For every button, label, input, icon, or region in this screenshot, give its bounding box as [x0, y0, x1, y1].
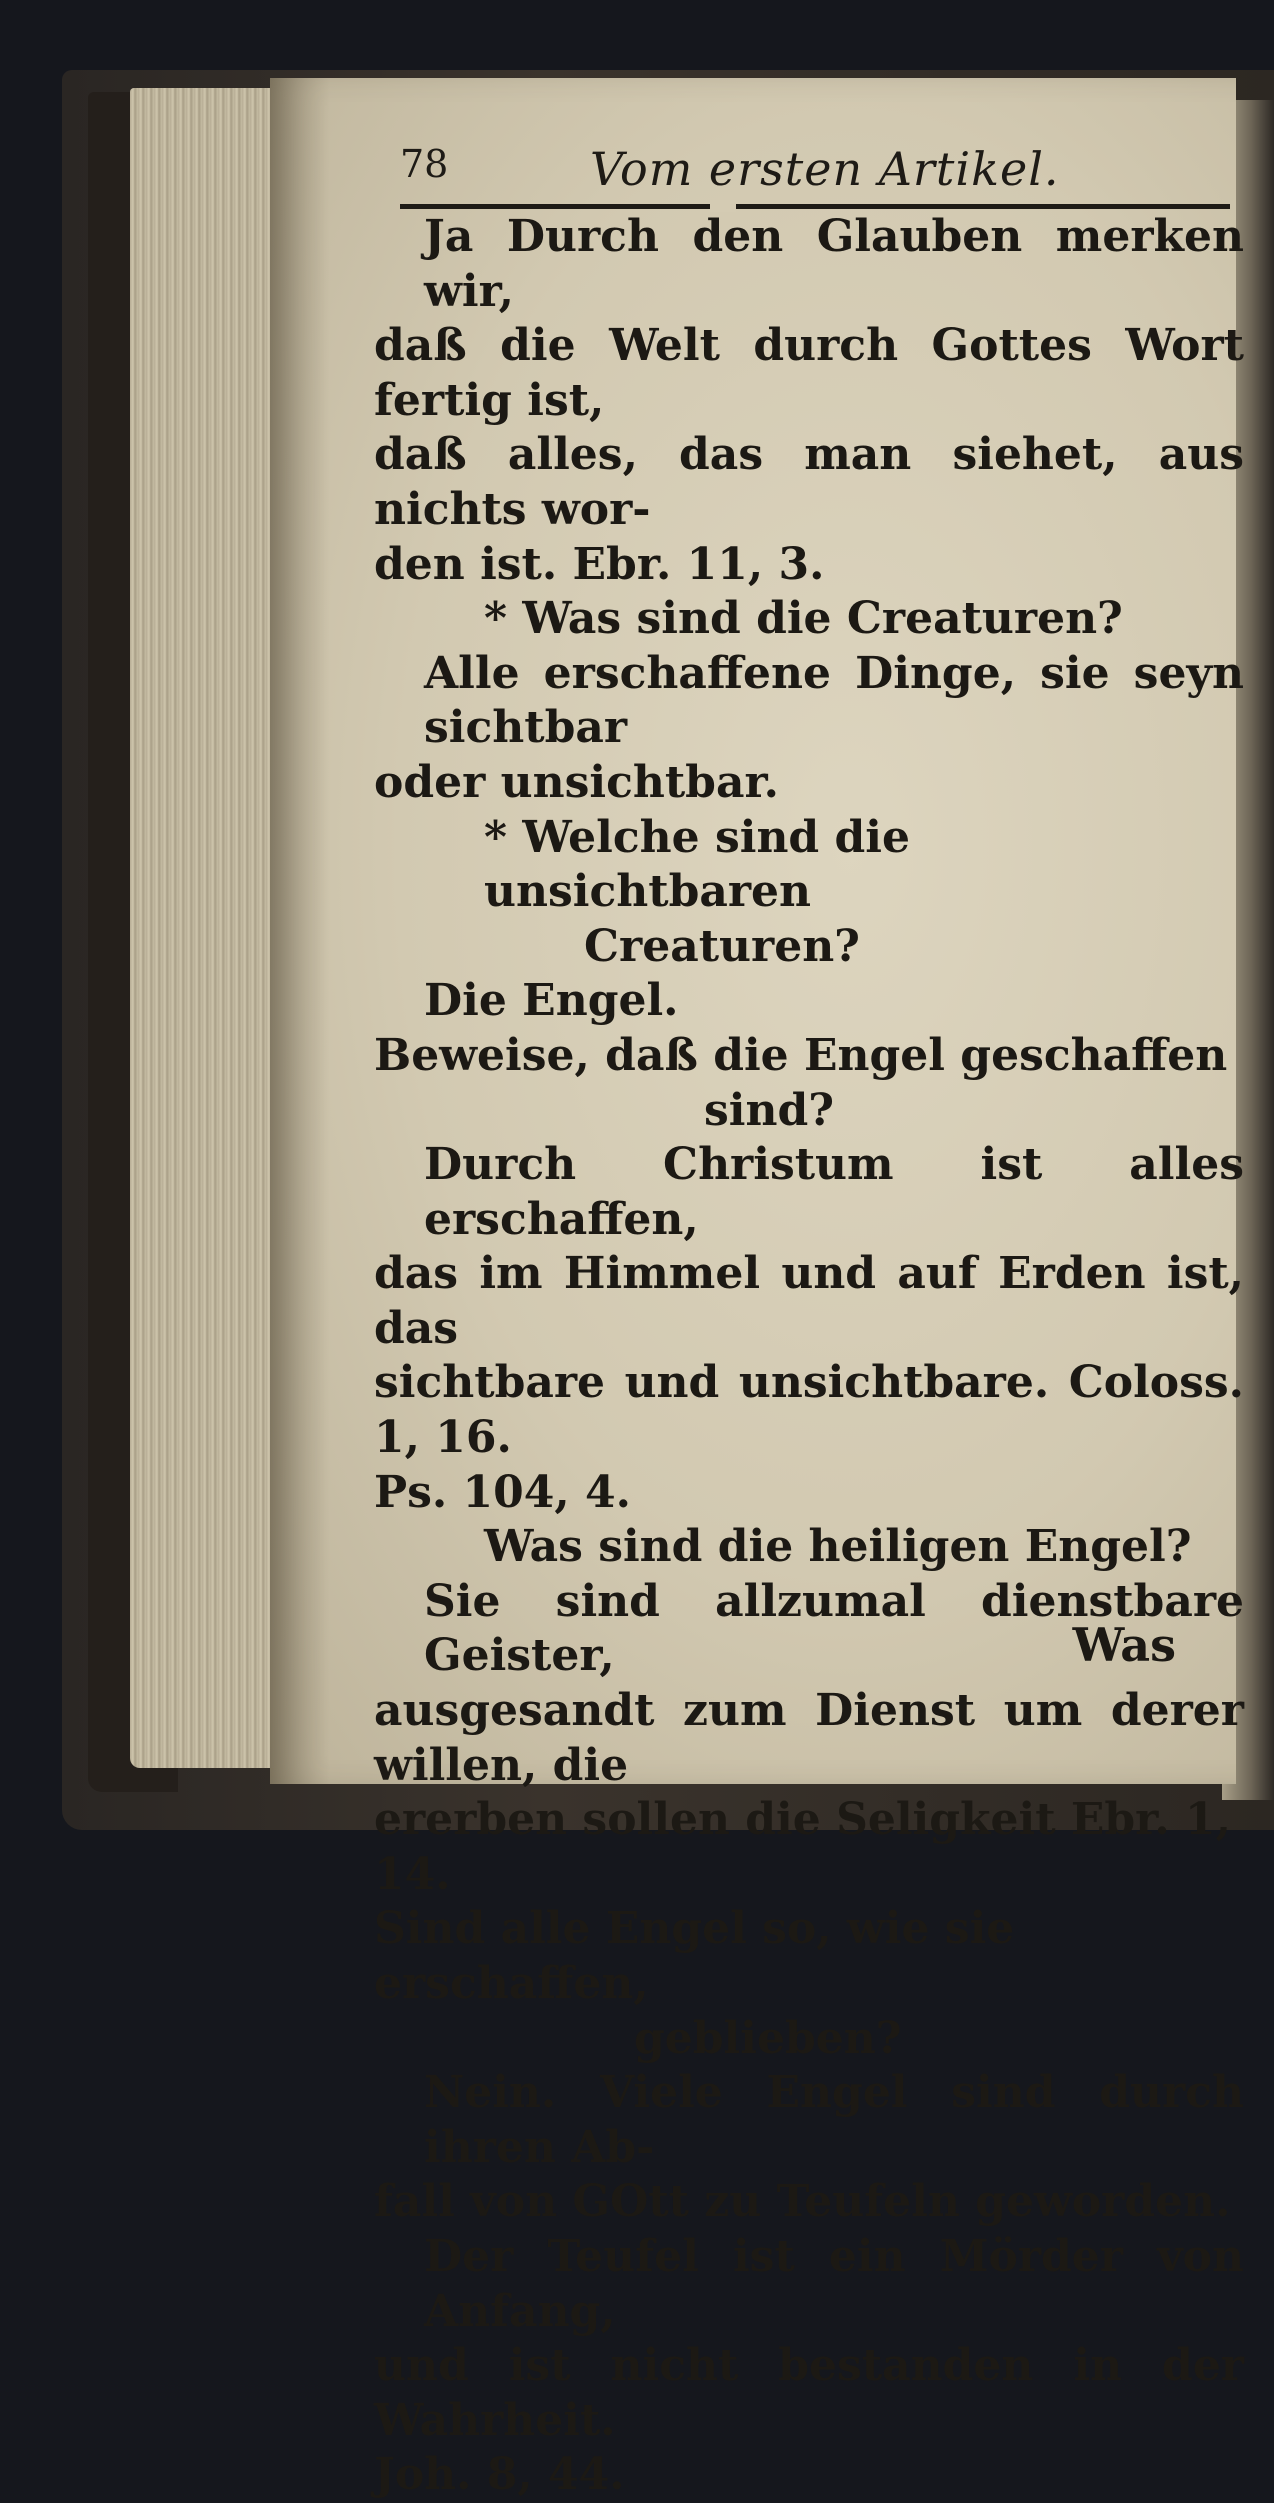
page-edges: [130, 88, 290, 1768]
text-line: daß alles, das man siehet, aus nichts wor-: [374, 429, 1244, 535]
text-line: Die Engel.: [424, 975, 679, 1027]
text-line: Sie sind allzumal dienstbare Geister,: [424, 1575, 1244, 1682]
text-line: den ist. Ebr. 11, 3.: [374, 538, 825, 590]
text-line: Alle erschaffene Dinge, sie seyn sichtbar: [424, 647, 1244, 754]
question-line: Creaturen?: [584, 920, 860, 972]
page-header: [400, 142, 1230, 212]
text-line: sichtbare und unsichtbare. Coloss. 1, 16.: [374, 1357, 1244, 1464]
text-line: oder unsichtbar.: [374, 756, 779, 808]
text-line: das im Himmel und auf Erden ist, das: [374, 1248, 1244, 1354]
question-line: Beweise, daß die Engel geschaffen: [374, 1029, 1228, 1081]
page-number: 78: [400, 142, 449, 186]
text-line: Ja Durch den Glauben merken wir,: [424, 211, 1244, 317]
question-line: Sind alle Engel so, wie sie erschaffen,: [374, 1903, 1015, 2009]
catchword: Was: [1072, 1618, 1176, 1672]
text-line: Joh. 8, 44.: [374, 2449, 625, 2501]
text-line: fall von GOtt zu Teufeln geworden.: [374, 2176, 1231, 2228]
question-line: * Was sind die Creaturen?: [484, 593, 1123, 645]
text-line: Durch Christum ist alles erschaffen,: [424, 1139, 1244, 1245]
question-line: sind?: [704, 1084, 835, 1136]
body-text: [374, 210, 1244, 2503]
text-line: Nein. Viele Engel sind durch ihren Ab-: [424, 2067, 1244, 2173]
question-line: * Welche sind die unsichtbaren: [484, 811, 910, 918]
text-line: ererben sollen die Seligkeit Ebr. 1, 14.: [374, 1794, 1231, 1900]
gutter-shadow: [270, 78, 330, 1784]
text-line: daß die Welt durch Gottes Wort fertig ist,: [374, 320, 1244, 426]
running-head: Vom ersten Artikel.: [590, 142, 1060, 196]
header-rule: [400, 204, 1230, 209]
text-line: und ist nicht bestanden in der Wahrheit.: [374, 2340, 1244, 2446]
book-page: [270, 78, 1244, 2501]
question-line: geblieben?: [634, 2012, 902, 2064]
text-line: Der Teufel ist ein Mörder von Anfang,: [424, 2230, 1244, 2337]
question-line: Was sind die heiligen Engel?: [484, 1521, 1192, 1573]
text-line: Ps. 104, 4.: [374, 1466, 631, 1518]
text-line: ausgesandt zum Dienst um derer willen, die: [374, 1685, 1244, 1791]
